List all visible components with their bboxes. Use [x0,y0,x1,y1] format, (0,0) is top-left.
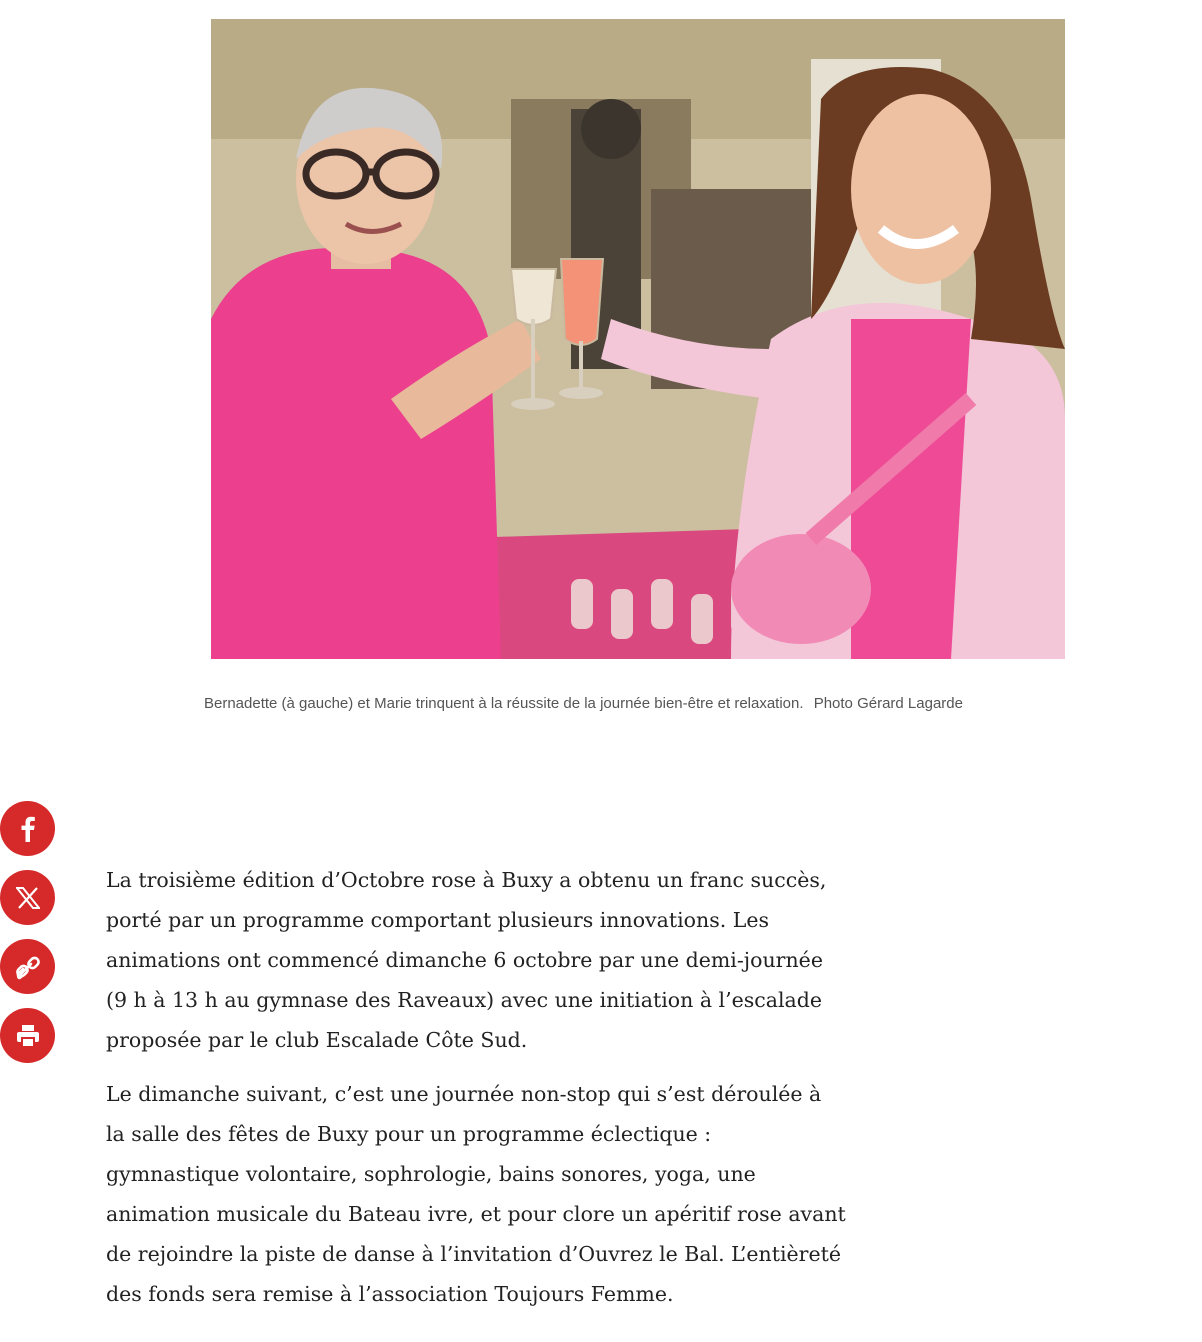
link-icon [15,954,41,980]
photo-illustration [211,19,1065,659]
share-facebook-button[interactable] [0,801,55,856]
article-paragraph: Le dimanche suivant, c’est une journée non-stop qui s’est déroulée à la salle des fêtes de Buxy pour un programme éclectique : gymnastique volontaire, sophrologie, bains sonores, yoga, une animation musicale du Bateau ivre, et pour clore un apéritif rose avant de rejoindre la piste de danse à l’invitation d’Ouvrez le Bal. L’entièreté des fonds sera remise à l’association Toujours Femme. [106,1082,846,1306]
article-photo [211,19,1065,659]
share-x-button[interactable] [0,870,55,925]
photo-caption [204,693,1084,715]
caption-text: Bernadette (à gauche) et Marie trinquent à la réussite de la journée bien-être et relaxation. [204,695,804,712]
article-paragraph: La troisième édition d’Octobre rose à Buxy a obtenu un franc succès, porté par un programme comportant plusieurs innovations. Les animations ont commencé dimanche 6 octobre par une demi-journée (9 h à 13 h au gymnase des Raveaux) avec une initiation à l’escalade proposée par le club Escalade Côte Sud. [106,868,827,1052]
facebook-icon [17,816,39,842]
photo-credit: Photo Gérard Lagarde [813,695,963,712]
article-body [106,860,846,1328]
print-icon [15,1024,41,1048]
share-copy-link-button[interactable] [0,939,55,994]
share-bar [0,801,55,1063]
share-print-button[interactable] [0,1008,55,1063]
x-icon [16,887,40,909]
